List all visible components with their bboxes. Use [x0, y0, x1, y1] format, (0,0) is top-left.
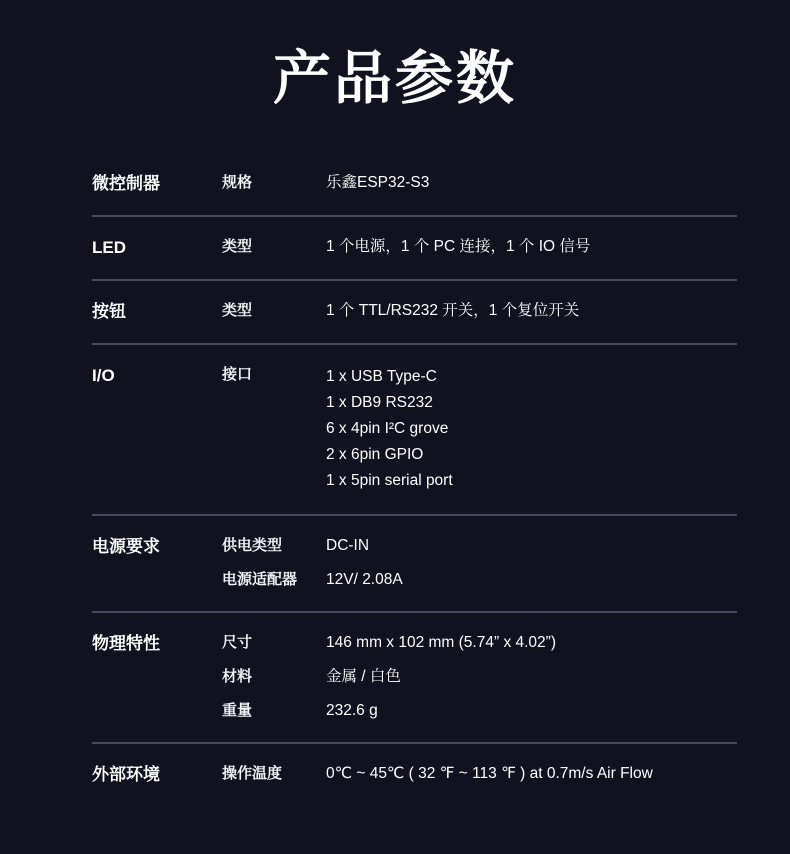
spec-value-line: 146 mm x 102 mm (5.74” x 4.02”) — [326, 633, 556, 651]
spec-values — [326, 236, 737, 258]
spec-entry-list — [222, 300, 737, 322]
spec-row — [92, 281, 737, 345]
spec-values — [326, 700, 737, 722]
spec-row — [92, 613, 737, 744]
spec-label: 尺寸 — [222, 633, 253, 651]
spec-entry — [222, 172, 737, 194]
spec-entry-list — [222, 632, 737, 722]
spec-row — [92, 217, 737, 281]
spec-entry-list — [222, 364, 737, 494]
spec-category: 按钮 — [92, 301, 126, 321]
spec-label: 供电类型 — [222, 536, 283, 554]
spec-label: 类型 — [222, 237, 253, 255]
spec-entry — [222, 763, 737, 785]
spec-category: LED — [92, 237, 126, 257]
spec-entry-list — [222, 236, 737, 258]
spec-values — [326, 172, 737, 194]
spec-label: 重量 — [222, 701, 253, 719]
spec-entry — [222, 535, 737, 557]
spec-row — [92, 744, 737, 806]
spec-entry — [222, 632, 737, 654]
spec-label: 材料 — [222, 667, 253, 685]
spec-value-line: 金属 / 白色 — [326, 667, 401, 685]
spec-label: 规格 — [222, 173, 253, 191]
spec-values — [326, 666, 737, 688]
spec-entry-list — [222, 172, 737, 194]
spec-value-line: 1 x 5pin serial port — [326, 471, 453, 489]
spec-table — [92, 153, 737, 806]
spec-category: 微控制器 — [92, 173, 160, 193]
spec-value-line: 2 x 6pin GPIO — [326, 445, 424, 463]
spec-values — [326, 535, 737, 557]
spec-entry — [222, 236, 737, 258]
spec-value-line: 12V/ 2.08A — [326, 570, 403, 588]
spec-entry — [222, 666, 737, 688]
spec-value-line: 6 x 4pin I²C grove — [326, 419, 449, 437]
spec-row — [92, 516, 737, 613]
spec-entry — [222, 300, 737, 322]
spec-value-line: 1 个 TTL/RS232 开关，1 个复位开关 — [326, 301, 580, 319]
spec-category: 物理特性 — [92, 633, 160, 653]
spec-label: 操作温度 — [222, 764, 283, 782]
spec-row — [92, 153, 737, 217]
spec-entry — [222, 700, 737, 722]
spec-category: I/O — [92, 365, 115, 385]
spec-values — [326, 569, 737, 591]
spec-value-line: 1 x DB9 RS232 — [326, 393, 433, 411]
spec-value-line: 0℃ ~ 45℃ ( 32 ℉ ~ 113 ℉ ) at 0.7m/s Air Flow — [326, 764, 653, 782]
spec-value-line: 乐鑫ESP32-S3 — [326, 173, 430, 191]
spec-value-line: 1 个电源，1 个 PC 连接，1 个 IO 信号 — [326, 237, 591, 255]
spec-entry — [222, 569, 737, 591]
spec-entry-list — [222, 535, 737, 591]
spec-values — [326, 300, 737, 322]
spec-label: 接口 — [222, 365, 253, 383]
spec-row — [92, 345, 737, 516]
spec-values — [326, 364, 737, 494]
spec-values — [326, 763, 737, 785]
spec-value-line: DC-IN — [326, 536, 370, 554]
spec-label: 电源适配器 — [222, 570, 298, 588]
page-title: 产品参数 — [272, 46, 517, 111]
spec-value-line: 232.6 g — [326, 701, 378, 719]
spec-entry — [222, 364, 737, 494]
spec-values — [326, 632, 737, 654]
spec-category: 电源要求 — [92, 536, 160, 556]
spec-category: 外部环境 — [92, 764, 160, 784]
spec-value-line: 1 x USB Type-C — [326, 367, 437, 385]
spec-entry-list — [222, 763, 737, 785]
spec-label: 类型 — [222, 301, 253, 319]
